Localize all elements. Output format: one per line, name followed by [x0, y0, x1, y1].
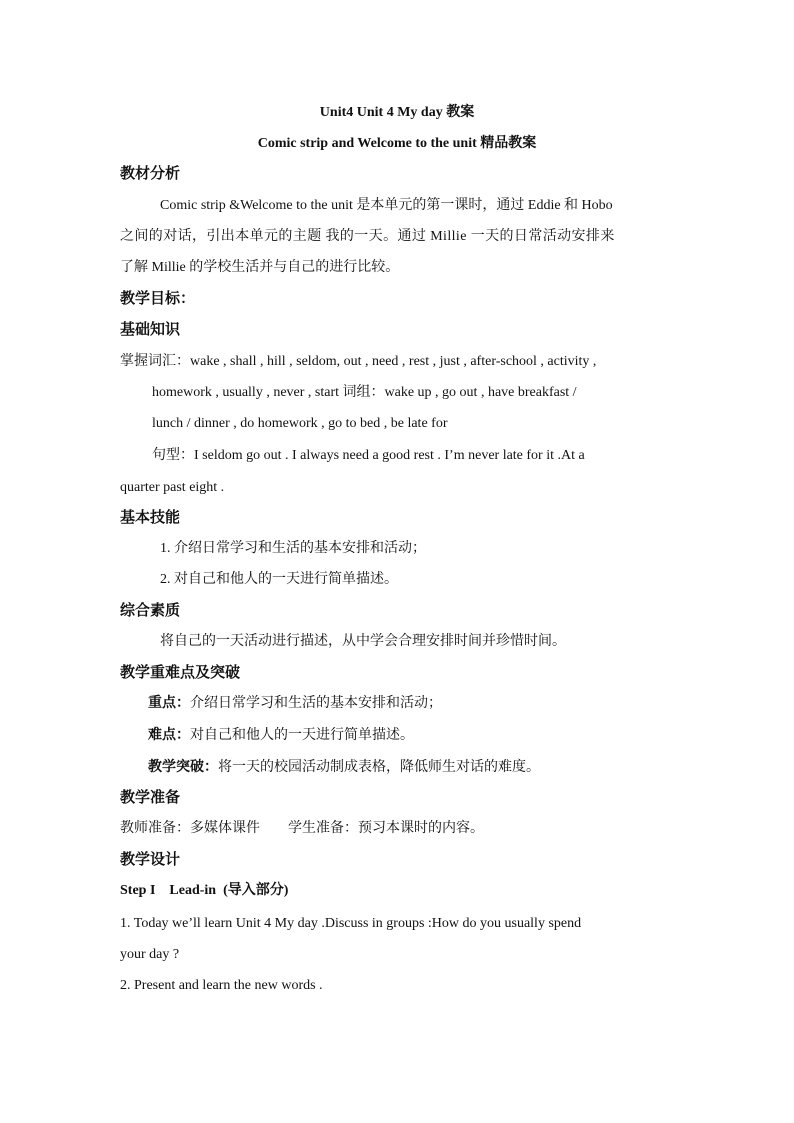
- design-item-1-line-2: your day ?: [120, 947, 180, 962]
- step-heading: Step I Lead-in (导入部分): [120, 883, 289, 898]
- heading-design: 教学设计: [120, 852, 181, 868]
- key-text: 介绍日常学习和生活的基本安排和活动；: [190, 696, 442, 711]
- analysis-line-2: 之间的对话，引出本单元的主题 我的一天。通过 Millie 一天的日常活动安排来: [120, 229, 615, 244]
- heading-basic-knowledge: 基础知识: [120, 322, 181, 338]
- breakthrough-label: 教学突破：: [148, 760, 218, 775]
- heading-quality: 综合素质: [120, 603, 181, 619]
- keypoint-difficult: [148, 727, 414, 745]
- skills-item-1: 1. 介绍日常学习和生活的基本安排和活动；: [160, 541, 426, 556]
- keypoint-breakthrough: [148, 759, 540, 777]
- document-subtitle: Comic strip and Welcome to the unit 精品教案: [257, 136, 537, 151]
- vocab-line-1: 掌握词汇：wake , shall , hill , seldom, out , need , rest , just , after-school , activity ,: [120, 354, 597, 369]
- quality-text: 将自己的一天活动进行描述，从中学会合理安排时间并珍惜时间。: [160, 634, 566, 649]
- pattern-line-2: quarter past eight .: [120, 480, 225, 495]
- analysis-line-3: 了解 Millie 的学校生活并与自己的进行比较。: [120, 260, 400, 275]
- analysis-line-1: Comic strip &Welcome to the unit 是本单元的第一课时，通过 Eddie 和 Hobo: [160, 198, 613, 213]
- heading-keypoints: 教学重难点及突破: [120, 665, 241, 681]
- skills-item-2: 2. 对自己和他人的一天进行简单描述。: [160, 572, 398, 587]
- key-label: 重点：: [148, 696, 190, 711]
- design-item-1-line-1: 1. Today we’ll learn Unit 4 My day .Discuss in groups :How do you usually spend: [120, 916, 582, 931]
- prep-line: 教师准备：多媒体课件 学生准备：预习本课时的内容。: [120, 821, 484, 836]
- breakthrough-text: 将一天的校园活动制成表格，降低师生对话的难度。: [218, 760, 540, 775]
- pattern-line-1: 句型：I seldom go out . I always need a good rest . I’m never late for it .At a: [152, 448, 585, 463]
- heading-prep: 教学准备: [120, 790, 181, 806]
- heading-analysis: 教材分析: [120, 166, 181, 182]
- vocab-line-2: homework , usually , never , start 词组：wake up , go out , have breakfast /: [152, 385, 577, 400]
- vocab-line-3: lunch / dinner , do homework , go to bed , be late for: [152, 416, 448, 431]
- document-title: Unit4 Unit 4 My day 教案: [319, 105, 475, 120]
- heading-goals: 教学目标：: [120, 291, 196, 307]
- design-item-2: 2. Present and learn the new words .: [120, 978, 323, 993]
- heading-skills: 基本技能: [120, 510, 181, 526]
- difficult-text: 对自己和他人的一天进行简单描述。: [190, 728, 414, 743]
- difficult-label: 难点：: [148, 728, 190, 743]
- keypoint-key: [148, 695, 442, 713]
